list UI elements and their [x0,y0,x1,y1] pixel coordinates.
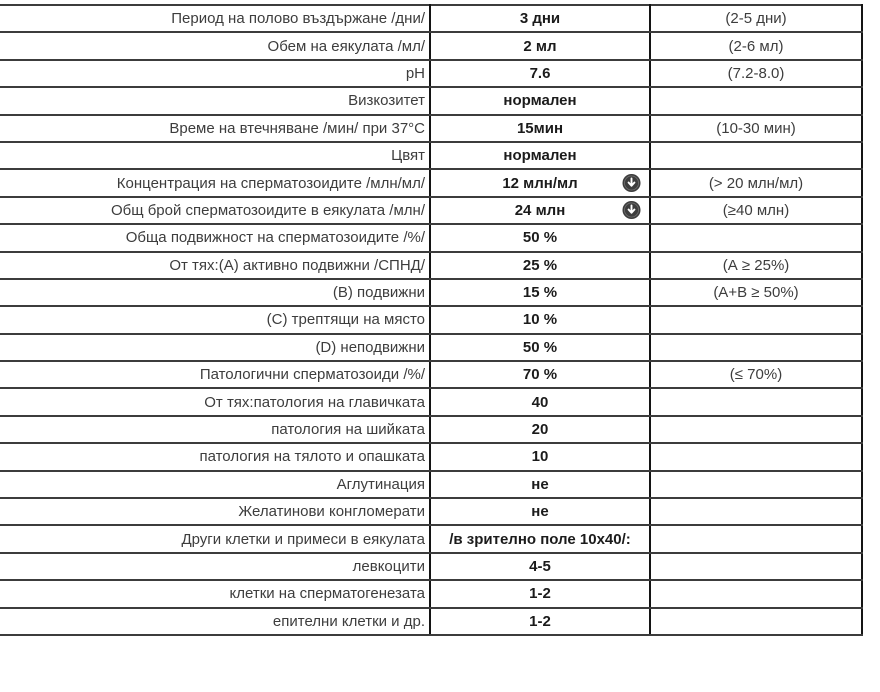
result-text: 1-2 [529,585,551,603]
result-cell [430,580,650,607]
parameter-label: Обем на еякулата /мл/ [0,32,430,59]
result-text: /в зрително поле 10х40/: [449,530,631,548]
reference-range [650,608,862,635]
result-text: 24 млн [514,201,566,219]
reference-range: (А+В ≥ 50%) [650,279,862,306]
result-cell [430,498,650,525]
table-body [0,5,862,635]
reference-range [650,443,862,470]
result-cell [430,471,650,498]
result-text: 50 % [522,338,558,356]
reference-range [650,224,862,251]
table-row [0,388,862,415]
table-row [0,443,862,470]
result-text: 10 [531,448,549,466]
parameter-label: Време на втечняване /мин/ при 37°С [0,115,430,142]
parameter-label: (С) трептящи на място [0,306,430,333]
reference-range [650,416,862,443]
parameter-label: (D) неподвижни [0,334,430,361]
result-cell [430,5,650,32]
reference-range: (> 20 млн/мл) [650,169,862,196]
parameter-label: (В) подвижни [0,279,430,306]
parameter-label: Други клетки и примеси в еякулата [0,525,430,552]
parameter-label: pH [0,60,430,87]
parameter-label: клетки на сперматогенезата [0,580,430,607]
result-text: 3 дни [519,10,561,28]
result-text: 1-2 [529,612,551,630]
result-cell [430,443,650,470]
result-cell [430,60,650,87]
parameter-label: Период на полово въздържане /дни/ [0,5,430,32]
result-cell [430,553,650,580]
result-text: 15мин [516,119,564,137]
result-cell [430,87,650,114]
table-row [0,553,862,580]
result-text: 2 мл [523,37,557,55]
result-text: не [531,475,549,493]
result-text: 25 % [522,256,558,274]
table-row [0,224,862,251]
reference-range [650,87,862,114]
result-cell [430,388,650,415]
table-row [0,361,862,388]
reference-range: (2-6 мл) [650,32,862,59]
result-cell [430,115,650,142]
table-row [0,115,862,142]
down-arrow-icon [622,174,641,193]
table-row [0,32,862,59]
table-row [0,142,862,169]
reference-range: (≤ 70%) [650,361,862,388]
result-text: 12 млн/мл [502,174,578,192]
parameter-label: Визкозитет [0,87,430,114]
table-row [0,306,862,333]
reference-range [650,553,862,580]
result-cell [430,416,650,443]
table-row [0,87,862,114]
result-cell [430,197,650,224]
result-text: нормален [503,92,577,110]
table-row [0,525,862,552]
parameter-label: левкоцити [0,553,430,580]
parameter-label: епителни клетки и др. [0,608,430,635]
reference-range: (≥40 млн) [650,197,862,224]
result-cell [430,361,650,388]
parameter-label: Желатинови конгломерати [0,498,430,525]
result-cell [430,252,650,279]
table-row [0,334,862,361]
reference-range: (10-30 мин) [650,115,862,142]
result-text: 7.6 [529,64,551,82]
result-cell [430,32,650,59]
parameter-label: От тях:(А) активно подвижни /СПНД/ [0,252,430,279]
parameter-label: Общ брой сперматозоидите в еякулата /млн/ [0,197,430,224]
table-row [0,471,862,498]
result-cell [430,306,650,333]
reference-range: (2-5 дни) [650,5,862,32]
parameter-label: патология на тялото и опашката [0,443,430,470]
parameter-label: Патологични сперматозоиди /%/ [0,361,430,388]
reference-range [650,334,862,361]
parameter-label: Обща подвижност на сперматозоидите /%/ [0,224,430,251]
parameter-label: Аглутинация [0,471,430,498]
reference-range [650,142,862,169]
reference-range [650,471,862,498]
parameter-label: От тях:патология на главичката [0,388,430,415]
result-text: 10 % [522,311,558,329]
result-cell [430,169,650,196]
table-row [0,580,862,607]
reference-range [650,498,862,525]
result-cell [430,279,650,306]
result-text: нормален [503,147,577,165]
result-text: 40 [531,393,549,411]
result-text: 70 % [522,366,558,384]
result-text: 50 % [522,229,558,247]
result-text: 4-5 [529,558,551,575]
parameter-label: патология на шийката [0,416,430,443]
semen-analysis-table [0,4,863,636]
parameter-label: Концентрация на сперматозоидите /млн/мл/ [0,169,430,196]
result-text: 20 [531,421,549,439]
result-cell [430,608,650,635]
table-row [0,60,862,87]
table-row [0,197,862,224]
table-row [0,169,862,196]
reference-range [650,580,862,607]
table-row [0,279,862,306]
table-row [0,416,862,443]
result-text: не [531,503,549,521]
result-cell [430,142,650,169]
table-row [0,252,862,279]
reference-range [650,388,862,415]
down-arrow-icon [622,201,641,220]
result-cell [430,224,650,251]
reference-range: (7.2-8.0) [650,60,862,87]
reference-range: (А ≥ 25%) [650,252,862,279]
reference-range [650,525,862,552]
table-row [0,608,862,635]
reference-range [650,306,862,333]
result-text: 15 % [522,284,558,302]
result-cell [430,334,650,361]
table-row [0,498,862,525]
parameter-label: Цвят [0,142,430,169]
result-cell [430,525,650,552]
table-row [0,5,862,32]
